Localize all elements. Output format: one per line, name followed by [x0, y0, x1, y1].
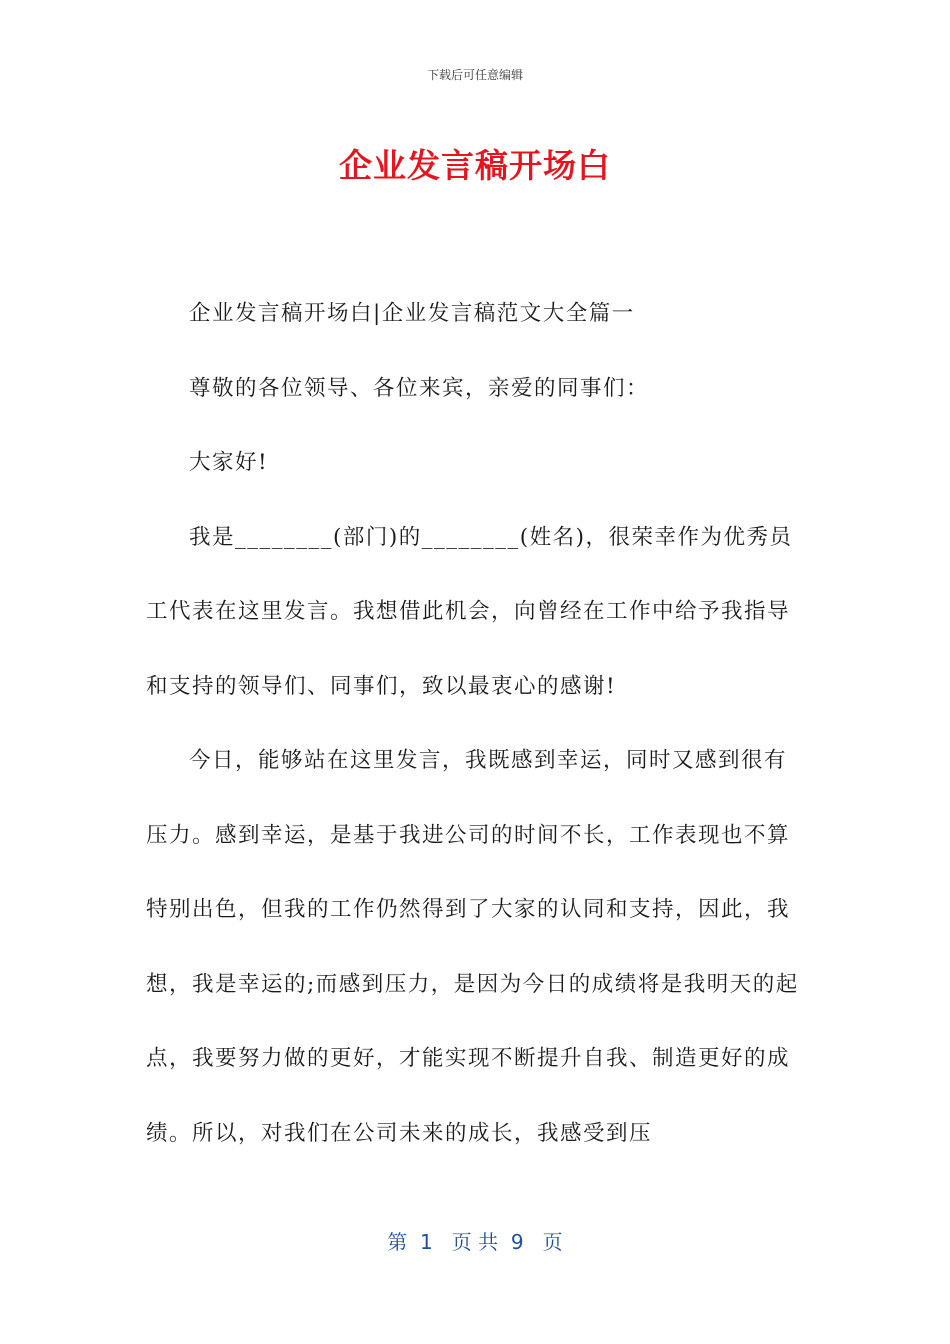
body-paragraph: 尊敬的各位领导、各位来宾，亲爱的同事们： [189, 375, 650, 401]
body-paragraph: 今日，能够站在这里发言，我既感到幸运，同时又感到很有压力。感到幸运，是基于我进公司的时间不长，工作表现也不算特别出色，但我的工作仍然得到了大家的认同和支持，因此，我想，我是幸运的;而感到压力，是因为今日的成绩将是我明天的起点，我要努力做的更好，才能实现不断提升自我、制造更好的成绩。所以，对我们在公司未来的成长，我感受到压 [146, 748, 799, 1146]
body-paragraph: 我是________(部门)的________(姓名)，很荣幸作为优秀员工代表在这里发言。我想借此机会，向曾经在工作中给予我指导和支持的领导们、同事们，致以最衷心的感谢! [146, 524, 793, 699]
body-paragraph: 大家好! [189, 450, 269, 475]
page-number-footer: 第 1 页 共 9 页 [387, 1230, 563, 1254]
body-paragraph: 企业发言稿开场白|企业发言稿范文大全篇一 [189, 301, 635, 326]
document-body [146, 277, 806, 1171]
document-title: 企业发言稿开场白 [339, 146, 611, 185]
header-note: 下载后可任意编辑 [426, 68, 523, 82]
